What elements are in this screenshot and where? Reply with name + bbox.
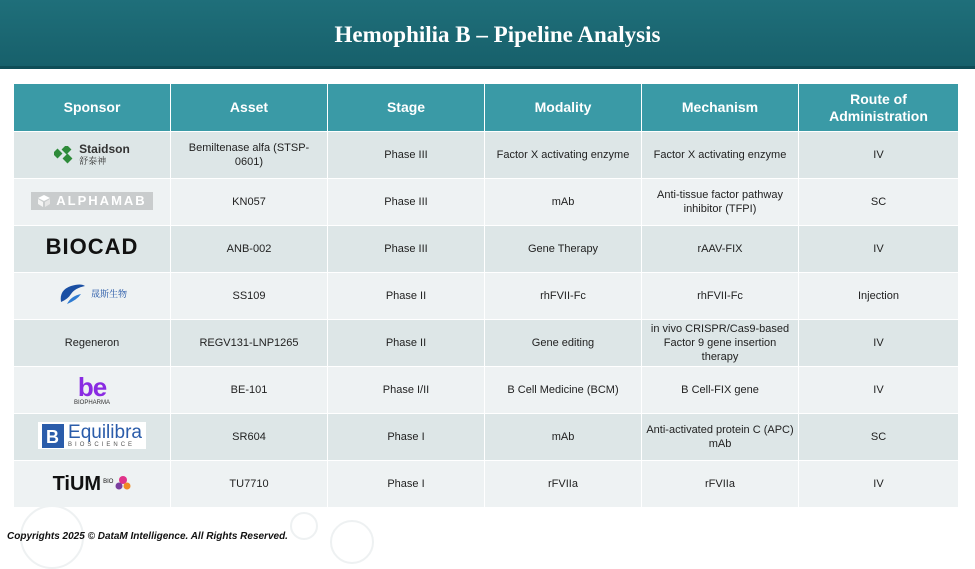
asset-cell: ANB-002	[171, 225, 328, 272]
be-logo-text: be	[77, 372, 107, 402]
be-logo-subtext: BIOPHARMA	[73, 400, 110, 406]
mechanism-cell: rhFVII-Fc	[642, 272, 799, 319]
modality-cell: mAb	[485, 178, 642, 225]
biocad-logo	[45, 234, 139, 259]
sponsor-cell	[14, 460, 171, 507]
table-row	[14, 131, 958, 178]
equilibra-logo-text: Equilibra	[68, 422, 142, 444]
table-row	[14, 272, 958, 319]
modality-cell: Gene Therapy	[485, 225, 642, 272]
column-header-modality: Modality	[485, 84, 642, 131]
stage-cell: Phase III	[328, 178, 485, 225]
stage-cell: Phase II	[328, 272, 485, 319]
stage-cell: Phase II	[328, 319, 485, 366]
route-cell: SC	[799, 413, 958, 460]
route-cell: IV	[799, 131, 958, 178]
tium-logo-text: TiUM	[52, 472, 102, 495]
staidson-logo-text: Staidson	[79, 141, 130, 156]
sponsor-cell	[14, 272, 171, 319]
asset-cell: BE-101	[171, 366, 328, 413]
modality-cell: rFVIIa	[485, 460, 642, 507]
asset-cell: TU7710	[171, 460, 328, 507]
modality-cell: Factor X activating enzyme	[485, 131, 642, 178]
mechanism-cell: in vivo CRISPR/Cas9-based Factor 9 gene insertion therapy	[642, 319, 799, 366]
modality-cell: mAb	[485, 413, 642, 460]
sponsor-cell	[14, 131, 171, 178]
asset-cell: SR604	[171, 413, 328, 460]
staidson-leaf-icon	[54, 146, 74, 164]
table-row	[14, 413, 958, 460]
route-cell: IV	[799, 225, 958, 272]
alphamab-logo-text: ALPHAMAB	[56, 193, 147, 208]
column-header-stage: Stage	[328, 84, 485, 131]
tium-petal-icon	[115, 475, 131, 493]
modality-cell: B Cell Medicine (BCM)	[485, 366, 642, 413]
sponsor-cell	[14, 225, 171, 272]
staidson-logo-subtext: 舒泰神	[79, 155, 107, 166]
equilibra-logo-subtext: BIOSCIENCE	[68, 442, 136, 449]
route-cell: Injection	[799, 272, 958, 319]
stage-cell: Phase I	[328, 460, 485, 507]
modality-cell: Gene editing	[485, 319, 642, 366]
shengsi-logo-text: 晟斯生物	[90, 289, 127, 299]
be-biopharma-logo	[74, 374, 110, 406]
route-cell: IV	[799, 366, 958, 413]
stage-cell: Phase III	[328, 131, 485, 178]
column-header-route: Route of Administration	[799, 84, 958, 131]
table-row	[14, 460, 958, 507]
shengsi-logo	[57, 282, 127, 306]
title-bar	[0, 0, 975, 69]
equilibra-b-icon	[42, 424, 64, 448]
asset-cell: SS109	[171, 272, 328, 319]
table-header-row	[14, 84, 958, 131]
page-title: Hemophilia B – Pipeline Analysis	[334, 22, 661, 47]
modality-cell: rhFVII-Fc	[485, 272, 642, 319]
equilibra-logo	[38, 422, 146, 449]
sponsor-cell	[14, 413, 171, 460]
column-header-sponsor: Sponsor	[14, 84, 171, 131]
tium-logo-subtext: BIO	[103, 478, 114, 485]
alphamab-cube-icon	[37, 194, 51, 208]
table-row	[14, 225, 958, 272]
staidson-logo	[54, 143, 130, 167]
table-row	[14, 178, 958, 225]
column-header-asset: Asset	[171, 84, 328, 131]
mechanism-cell: Anti-activated protein C (APC) mAb	[642, 413, 799, 460]
svg-text:B: B	[46, 426, 60, 447]
stage-cell: Phase I/II	[328, 366, 485, 413]
table-row	[14, 366, 958, 413]
asset-cell: Bemiltenase alfa (STSP-0601)	[171, 131, 328, 178]
asset-cell: REGV131-LNP1265	[171, 319, 328, 366]
decorative-circle	[290, 512, 318, 540]
column-header-mechanism: Mechanism	[642, 84, 799, 131]
mechanism-cell: B Cell-FIX gene	[642, 366, 799, 413]
mechanism-cell: rFVIIa	[642, 460, 799, 507]
route-cell: SC	[799, 178, 958, 225]
stage-cell: Phase III	[328, 225, 485, 272]
mechanism-cell: Factor X activating enzyme	[642, 131, 799, 178]
asset-cell: KN057	[171, 178, 328, 225]
sponsor-cell: Regeneron	[14, 319, 171, 366]
mechanism-cell: rAAV-FIX	[642, 225, 799, 272]
tium-bio-logo	[52, 472, 132, 495]
stage-cell: Phase I	[328, 413, 485, 460]
mechanism-cell: Anti-tissue factor pathway inhibitor (TFPI)	[642, 178, 799, 225]
shengsi-swirl-icon	[57, 282, 87, 306]
route-cell: IV	[799, 319, 958, 366]
route-cell: IV	[799, 460, 958, 507]
sponsor-cell	[14, 178, 171, 225]
table-row	[14, 319, 958, 366]
sponsor-cell	[14, 366, 171, 413]
biocad-logo-text: BIOCAD	[45, 234, 139, 259]
decorative-circle	[330, 520, 374, 564]
pipeline-table	[14, 84, 958, 507]
alphamab-logo	[31, 192, 152, 210]
copyright-footer: Copyrights 2025 © DataM Intelligence. All Rights Reserved.	[7, 531, 288, 542]
